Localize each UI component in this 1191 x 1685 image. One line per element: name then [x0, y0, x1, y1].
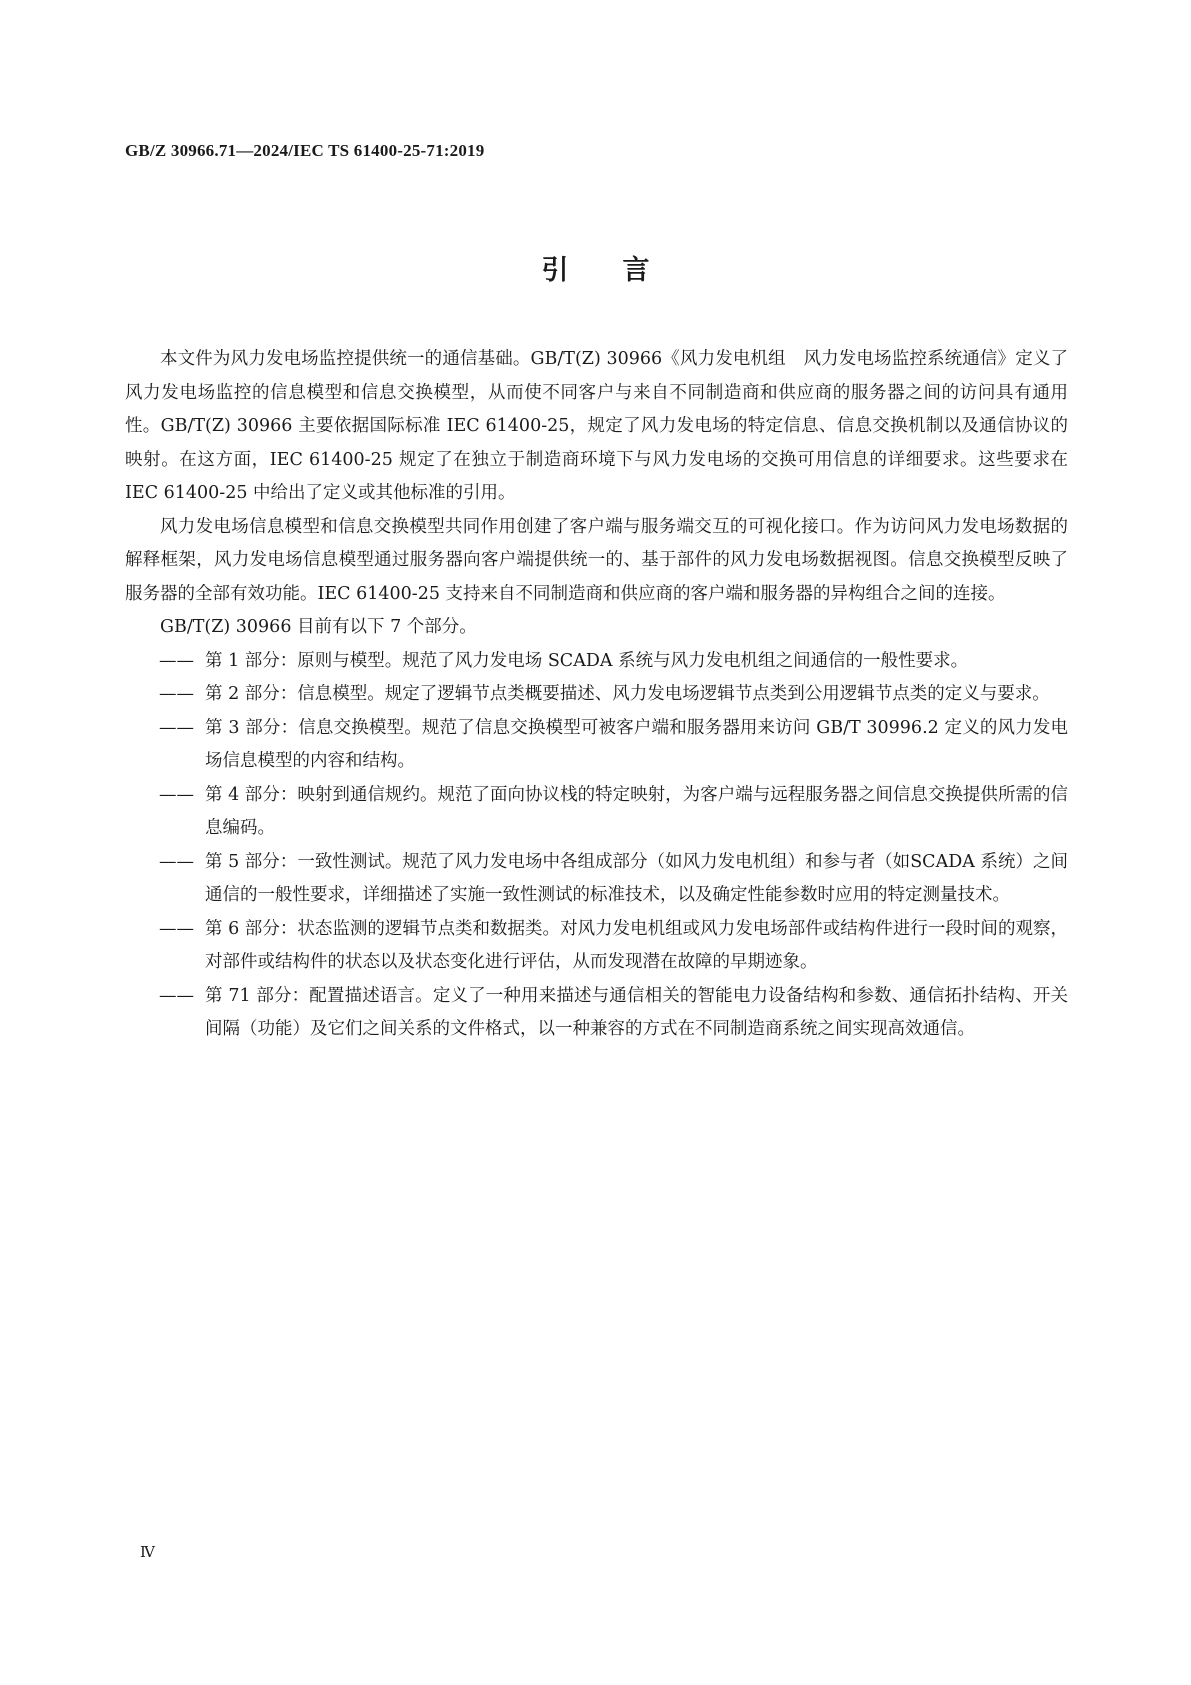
list-dash: ——: [159, 784, 194, 805]
list-dash: ——: [159, 717, 194, 738]
list-item-text: 第 3 部分：信息交换模型。规范了信息交换模型可被客户端和服务器用来访问 GB/T 30996.2 定义的风力发电场信息模型的内容和结构。: [205, 717, 1068, 771]
list-item-part-4: [125, 779, 1068, 846]
document-header-id: GB/Z 30966.71—2024/IEC TS 61400-25-71:2019: [125, 141, 485, 160]
list-item-text: 第 5 部分：一致性测试。规范了风力发电场中各组成部分（如风力发电机组）和参与者（如SCADA 系统）之间通信的一般性要求，详细描述了实施一致性测试的标准技术，以及确定性能参数时应用的特定测量技术。: [205, 851, 1068, 905]
list-dash: ——: [159, 851, 194, 872]
list-item-part-71: [125, 980, 1068, 1047]
list-item-part-2: [125, 678, 1068, 712]
page-number: Ⅳ: [140, 1545, 155, 1561]
list-item-text: 第 2 部分：信息模型。规定了逻辑节点类概要描述、风力发电场逻辑节点类到公用逻辑节点类的定义与要求。: [205, 684, 1050, 704]
list-dash: ——: [159, 985, 194, 1006]
document-body: [125, 343, 1068, 1047]
list-dash: ——: [159, 650, 194, 671]
list-item-text: 第 4 部分：映射到通信规约。规范了面向协议栈的特定映射，为客户端与远程服务器之间信息交换提供所需的信息编码。: [205, 784, 1068, 838]
list-item-text: 第 1 部分：原则与模型。规范了风力发电场 SCADA 系统与风力发电机组之间通信的一般性要求。: [205, 650, 969, 671]
paragraph-models: 风力发电场信息模型和信息交换模型共同作用创建了客户端与服务端交互的可视化接口。作为访问风力发电场数据的解释框架，风力发电场信息模型通过服务器向客户端提供统一的、基于部件的风力发电场数据视图。信息交换模型反映了服务器的全部有效功能。IEC 61400-25 支持来自不同制造商和供应商的客户端和服务器的异构组合之间的连接。: [125, 516, 1068, 604]
list-item-part-5: [125, 846, 1068, 913]
paragraph-intro: 本文件为风力发电场监控提供统一的通信基础。GB/T(Z) 30966《风力发电机组 风力发电场监控系统通信》定义了风力发电场监控的信息模型和信息交换模型，从而使不同客户与来自不同制造商和供应商的服务器之间的访问具有通用性。GB/T(Z) 30966 主要依据国际标准 IEC 61400-25，规定了风力发电场的特定信息、信息交换机制以及通信协议的映射。在这方面，IEC 61400-25 规定了在独立于制造商环境下与风力发电场的交换可用信息的详细要求。这些要求在 IEC 61400-25 中给出了定义或其他标准的引用。: [125, 349, 1068, 503]
page-title: 引言: [541, 255, 704, 286]
list-dash: ——: [159, 918, 194, 939]
list-item-text: 第 71 部分：配置描述语言。定义了一种用来描述与通信相关的智能电力设备结构和参数、通信拓扑结构、开关间隔（功能）及它们之间关系的文件格式，以一种兼容的方式在不同制造商系统之间实现高效通信。: [205, 985, 1068, 1039]
list-dash: ——: [159, 684, 194, 704]
list-item-part-1: [125, 645, 1068, 679]
list-item-part-3: [125, 712, 1068, 779]
paragraph-parts-intro: GB/T(Z) 30966 目前有以下 7 个部分。: [160, 617, 477, 637]
list-item-part-6: [125, 913, 1068, 980]
list-item-text: 第 6 部分：状态监测的逻辑节点类和数据类。对风力发电机组或风力发电场部件或结构件进行一段时间的观察，对部件或结构件的状态以及状态变化进行评估，从而发现潜在故障的早期迹象。: [205, 918, 1068, 972]
